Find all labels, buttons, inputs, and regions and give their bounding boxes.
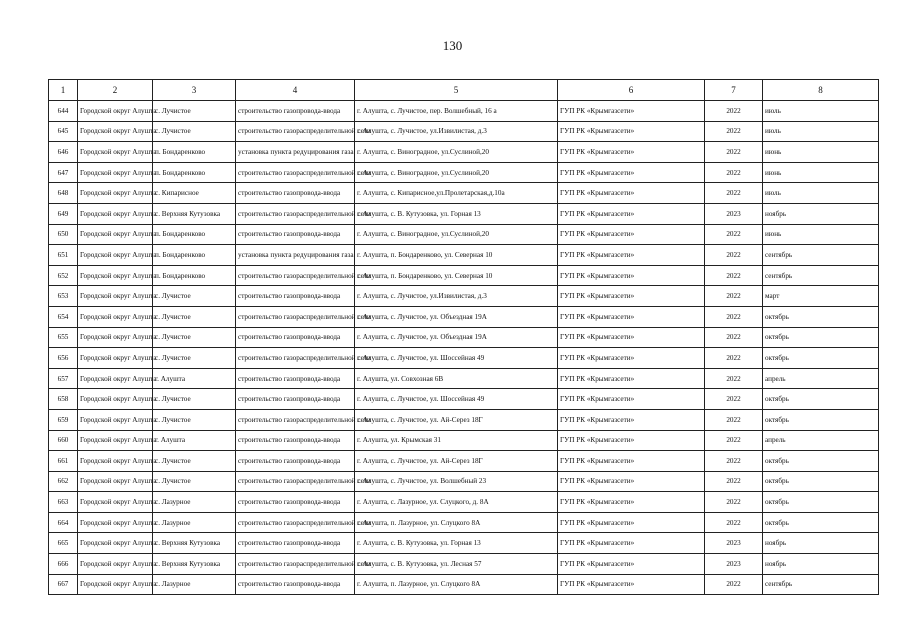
cell-row-number: 651 bbox=[49, 245, 78, 266]
table-row bbox=[49, 471, 879, 492]
cell-year: 2022 bbox=[705, 265, 763, 286]
cell-settlement: с. Лучистое bbox=[153, 389, 236, 410]
column-header-6: 6 bbox=[558, 80, 705, 101]
cell-address: г. Алушта, с. В. Кутузовка, ул. Горная 13 bbox=[355, 203, 558, 224]
cell-row-number: 647 bbox=[49, 162, 78, 183]
cell-month: октябрь bbox=[763, 451, 879, 472]
cell-row-number: 650 bbox=[49, 224, 78, 245]
cell-row-number: 645 bbox=[49, 121, 78, 142]
cell-organization: ГУП РК «Крымгазсети» bbox=[558, 101, 705, 122]
table-row bbox=[49, 430, 879, 451]
table-row bbox=[49, 183, 879, 204]
cell-address: г. Алушта, с. Виноградное, ул.Суслиной,20 bbox=[355, 162, 558, 183]
cell-month: сентябрь bbox=[763, 574, 879, 595]
cell-row-number: 661 bbox=[49, 451, 78, 472]
table-row bbox=[49, 245, 879, 266]
cell-organization: ГУП РК «Крымгазсети» bbox=[558, 430, 705, 451]
cell-organization: ГУП РК «Крымгазсети» bbox=[558, 224, 705, 245]
cell-organization: ГУП РК «Крымгазсети» bbox=[558, 554, 705, 575]
cell-address: г. Алушта, с. Лучистое, ул. Волшебный 23 bbox=[355, 471, 558, 492]
cell-month: ноябрь bbox=[763, 203, 879, 224]
table-row bbox=[49, 142, 879, 163]
cell-organization: ГУП РК «Крымгазсети» bbox=[558, 451, 705, 472]
table-row bbox=[49, 121, 879, 142]
cell-address: г. Алушта, с. Лучистое, ул.Извилистая, д.3 bbox=[355, 286, 558, 307]
cell-municipality: Городской округ Алушта bbox=[78, 574, 153, 595]
cell-municipality: Городской округ Алушта bbox=[78, 492, 153, 513]
cell-settlement: с. Лучистое bbox=[153, 409, 236, 430]
column-header-7: 7 bbox=[705, 80, 763, 101]
cell-municipality: Городской округ Алушта bbox=[78, 183, 153, 204]
cell-month: октябрь bbox=[763, 471, 879, 492]
cell-month: октябрь bbox=[763, 327, 879, 348]
cell-settlement: с. Лазурное bbox=[153, 574, 236, 595]
cell-month: апрель bbox=[763, 430, 879, 451]
cell-municipality: Городской округ Алушта bbox=[78, 142, 153, 163]
cell-address: г. Алушта, с. Кипарисное,ул.Пролетарская,д.10а bbox=[355, 183, 558, 204]
table-body bbox=[49, 101, 879, 595]
cell-year: 2022 bbox=[705, 183, 763, 204]
cell-settlement: п. Бондаренково bbox=[153, 245, 236, 266]
cell-organization: ГУП РК «Крымгазсети» bbox=[558, 574, 705, 595]
cell-organization: ГУП РК «Крымгазсети» bbox=[558, 409, 705, 430]
cell-settlement: с. Лучистое bbox=[153, 121, 236, 142]
column-header-8: 8 bbox=[763, 80, 879, 101]
cell-municipality: Городской округ Алушта bbox=[78, 554, 153, 575]
table-row bbox=[49, 286, 879, 307]
cell-row-number: 644 bbox=[49, 101, 78, 122]
cell-row-number: 653 bbox=[49, 286, 78, 307]
column-header-3: 3 bbox=[153, 80, 236, 101]
cell-municipality: Городской округ Алушта bbox=[78, 348, 153, 369]
cell-organization: ГУП РК «Крымгазсети» bbox=[558, 471, 705, 492]
table-row bbox=[49, 512, 879, 533]
cell-month: ноябрь bbox=[763, 533, 879, 554]
cell-settlement: с. Верхняя Кутузовка bbox=[153, 533, 236, 554]
table-row bbox=[49, 265, 879, 286]
cell-address: г. Алушта, ул. Совхозная 6В bbox=[355, 368, 558, 389]
cell-settlement: с. Лазурное bbox=[153, 512, 236, 533]
cell-organization: ГУП РК «Крымгазсети» bbox=[558, 348, 705, 369]
cell-year: 2022 bbox=[705, 471, 763, 492]
cell-row-number: 657 bbox=[49, 368, 78, 389]
cell-settlement: с. Лучистое bbox=[153, 471, 236, 492]
cell-work-type: строительство газопровода-ввода bbox=[236, 430, 355, 451]
cell-municipality: Городской округ Алушта bbox=[78, 286, 153, 307]
cell-row-number: 658 bbox=[49, 389, 78, 410]
cell-municipality: Городской округ Алушта bbox=[78, 451, 153, 472]
cell-organization: ГУП РК «Крымгазсети» bbox=[558, 121, 705, 142]
cell-work-type: установка пункта редуцирования газа bbox=[236, 245, 355, 266]
cell-month: октябрь bbox=[763, 306, 879, 327]
cell-year: 2022 bbox=[705, 162, 763, 183]
cell-row-number: 652 bbox=[49, 265, 78, 286]
table-row bbox=[49, 574, 879, 595]
cell-year: 2023 bbox=[705, 554, 763, 575]
cell-organization: ГУП РК «Крымгазсети» bbox=[558, 162, 705, 183]
cell-settlement: с. Лучистое bbox=[153, 327, 236, 348]
cell-row-number: 659 bbox=[49, 409, 78, 430]
table-row bbox=[49, 533, 879, 554]
cell-municipality: Городской округ Алушта bbox=[78, 327, 153, 348]
cell-settlement: с. Лучистое bbox=[153, 348, 236, 369]
cell-month: сентябрь bbox=[763, 265, 879, 286]
cell-work-type: строительство газопровода-ввода bbox=[236, 492, 355, 513]
cell-work-type: строительство газораспределительной сети bbox=[236, 306, 355, 327]
table-row bbox=[49, 162, 879, 183]
cell-year: 2022 bbox=[705, 224, 763, 245]
cell-row-number: 662 bbox=[49, 471, 78, 492]
cell-address: г. Алушта, с. Лучистое, ул. Объездная 19А bbox=[355, 327, 558, 348]
cell-row-number: 654 bbox=[49, 306, 78, 327]
cell-row-number: 660 bbox=[49, 430, 78, 451]
cell-work-type: строительство газораспределительной сети bbox=[236, 162, 355, 183]
column-header-5: 5 bbox=[355, 80, 558, 101]
table-row bbox=[49, 327, 879, 348]
cell-year: 2022 bbox=[705, 121, 763, 142]
cell-month: июль bbox=[763, 121, 879, 142]
cell-address: г. Алушта, с. Лучистое, ул. Объездная 19А bbox=[355, 306, 558, 327]
cell-row-number: 663 bbox=[49, 492, 78, 513]
cell-municipality: Городской округ Алушта bbox=[78, 533, 153, 554]
cell-municipality: Городской округ Алушта bbox=[78, 101, 153, 122]
cell-organization: ГУП РК «Крымгазсети» bbox=[558, 265, 705, 286]
cell-organization: ГУП РК «Крымгазсети» bbox=[558, 533, 705, 554]
cell-row-number: 655 bbox=[49, 327, 78, 348]
column-header-4: 4 bbox=[236, 80, 355, 101]
cell-settlement: с. Верхняя Кутузовка bbox=[153, 554, 236, 575]
cell-work-type: строительство газопровода-ввода bbox=[236, 183, 355, 204]
cell-municipality: Городской округ Алушта bbox=[78, 224, 153, 245]
cell-month: март bbox=[763, 286, 879, 307]
cell-work-type: строительство газопровода-ввода bbox=[236, 224, 355, 245]
cell-year: 2022 bbox=[705, 409, 763, 430]
cell-municipality: Городской округ Алушта bbox=[78, 265, 153, 286]
cell-row-number: 648 bbox=[49, 183, 78, 204]
cell-address: г. Алушта, с. В. Кутузовка, ул. Горная 13 bbox=[355, 533, 558, 554]
table-row bbox=[49, 203, 879, 224]
cell-address: г. Алушта, п. Бондаренково, ул. Северная 10 bbox=[355, 265, 558, 286]
cell-year: 2022 bbox=[705, 101, 763, 122]
cell-month: октябрь bbox=[763, 409, 879, 430]
header-row bbox=[49, 80, 879, 101]
cell-row-number: 667 bbox=[49, 574, 78, 595]
cell-work-type: строительство газопровода-ввода bbox=[236, 286, 355, 307]
cell-municipality: Городской округ Алушта bbox=[78, 512, 153, 533]
cell-month: июль bbox=[763, 101, 879, 122]
cell-settlement: п. Бондаренково bbox=[153, 142, 236, 163]
cell-settlement: г. Алушта bbox=[153, 368, 236, 389]
cell-address: г. Алушта, с. В. Кутузовка, ул. Лесная 57 bbox=[355, 554, 558, 575]
cell-month: апрель bbox=[763, 368, 879, 389]
cell-year: 2022 bbox=[705, 430, 763, 451]
cell-organization: ГУП РК «Крымгазсети» bbox=[558, 306, 705, 327]
cell-work-type: строительство газопровода-ввода bbox=[236, 451, 355, 472]
table-header bbox=[49, 80, 879, 101]
cell-address: г. Алушта, с. Виноградное, ул.Суслиной,20 bbox=[355, 142, 558, 163]
cell-address: г. Алушта, с. Лучистое, ул. Ай-Серез 18Г bbox=[355, 409, 558, 430]
cell-settlement: с. Кипарисное bbox=[153, 183, 236, 204]
cell-municipality: Городской округ Алушта bbox=[78, 203, 153, 224]
cell-organization: ГУП РК «Крымгазсети» bbox=[558, 286, 705, 307]
cell-work-type: строительство газораспределительной сети bbox=[236, 471, 355, 492]
cell-work-type: строительство газопровода-ввода bbox=[236, 533, 355, 554]
cell-settlement: г. Алушта bbox=[153, 430, 236, 451]
cell-month: октябрь bbox=[763, 512, 879, 533]
cell-year: 2022 bbox=[705, 142, 763, 163]
cell-organization: ГУП РК «Крымгазсети» bbox=[558, 512, 705, 533]
cell-organization: ГУП РК «Крымгазсети» bbox=[558, 183, 705, 204]
cell-year: 2022 bbox=[705, 245, 763, 266]
cell-work-type: строительство газораспределительной сети bbox=[236, 203, 355, 224]
cell-settlement: с. Лучистое bbox=[153, 101, 236, 122]
cell-municipality: Городской округ Алушта bbox=[78, 245, 153, 266]
cell-municipality: Городской округ Алушта bbox=[78, 121, 153, 142]
cell-organization: ГУП РК «Крымгазсети» bbox=[558, 245, 705, 266]
cell-month: июнь bbox=[763, 162, 879, 183]
cell-row-number: 646 bbox=[49, 142, 78, 163]
cell-settlement: п. Бондаренково bbox=[153, 224, 236, 245]
cell-address: г. Алушта, с. Лучистое, ул.Извилистая, д.3 bbox=[355, 121, 558, 142]
cell-year: 2022 bbox=[705, 286, 763, 307]
cell-municipality: Городской округ Алушта bbox=[78, 471, 153, 492]
cell-row-number: 649 bbox=[49, 203, 78, 224]
cell-year: 2023 bbox=[705, 203, 763, 224]
cell-work-type: строительство газопровода-ввода bbox=[236, 574, 355, 595]
table-row bbox=[49, 409, 879, 430]
cell-address: г. Алушта, с. Лучистое, ул. Ай-Серез 18Г bbox=[355, 451, 558, 472]
table-row bbox=[49, 101, 879, 122]
cell-row-number: 665 bbox=[49, 533, 78, 554]
cell-month: июнь bbox=[763, 224, 879, 245]
column-header-1: 1 bbox=[49, 80, 78, 101]
cell-address: г. Алушта, с. Лучистое, ул. Шоссейная 49 bbox=[355, 389, 558, 410]
cell-settlement: с. Лучистое bbox=[153, 306, 236, 327]
registry-table bbox=[48, 79, 879, 595]
cell-organization: ГУП РК «Крымгазсети» bbox=[558, 203, 705, 224]
cell-organization: ГУП РК «Крымгазсети» bbox=[558, 368, 705, 389]
cell-year: 2022 bbox=[705, 306, 763, 327]
cell-row-number: 664 bbox=[49, 512, 78, 533]
cell-year: 2022 bbox=[705, 368, 763, 389]
cell-work-type: строительство газопровода-ввода bbox=[236, 327, 355, 348]
cell-municipality: Городской округ Алушта bbox=[78, 430, 153, 451]
cell-address: г. Алушта, с. Лучистое, ул. Шоссейная 49 bbox=[355, 348, 558, 369]
cell-work-type: строительство газораспределительной сети bbox=[236, 265, 355, 286]
cell-organization: ГУП РК «Крымгазсети» bbox=[558, 142, 705, 163]
cell-address: г. Алушта, с. Лучистое, пер. Волшебный, 16 а bbox=[355, 101, 558, 122]
cell-month: октябрь bbox=[763, 389, 879, 410]
cell-work-type: строительство газораспределительной сети bbox=[236, 554, 355, 575]
cell-row-number: 656 bbox=[49, 348, 78, 369]
cell-month: ноябрь bbox=[763, 554, 879, 575]
cell-year: 2022 bbox=[705, 348, 763, 369]
cell-work-type: строительство газораспределительной сети bbox=[236, 348, 355, 369]
table-row bbox=[49, 451, 879, 472]
column-header-2: 2 bbox=[78, 80, 153, 101]
cell-organization: ГУП РК «Крымгазсети» bbox=[558, 327, 705, 348]
cell-month: октябрь bbox=[763, 348, 879, 369]
table-row bbox=[49, 348, 879, 369]
cell-municipality: Городской округ Алушта bbox=[78, 368, 153, 389]
table-row bbox=[49, 554, 879, 575]
cell-settlement: с. Верхняя Кутузовка bbox=[153, 203, 236, 224]
cell-work-type: установка пункта редуцирования газа bbox=[236, 142, 355, 163]
cell-year: 2022 bbox=[705, 574, 763, 595]
cell-organization: ГУП РК «Крымгазсети» bbox=[558, 389, 705, 410]
cell-municipality: Городской округ Алушта bbox=[78, 389, 153, 410]
cell-address: г. Алушта, ул. Крымская 31 bbox=[355, 430, 558, 451]
cell-settlement: с. Лучистое bbox=[153, 286, 236, 307]
cell-settlement: п. Бондаренково bbox=[153, 162, 236, 183]
cell-year: 2023 bbox=[705, 533, 763, 554]
cell-municipality: Городской округ Алушта bbox=[78, 162, 153, 183]
cell-municipality: Городской округ Алушта bbox=[78, 306, 153, 327]
cell-municipality: Городской округ Алушта bbox=[78, 409, 153, 430]
cell-year: 2022 bbox=[705, 389, 763, 410]
cell-year: 2022 bbox=[705, 512, 763, 533]
table-row bbox=[49, 368, 879, 389]
table-row bbox=[49, 492, 879, 513]
cell-year: 2022 bbox=[705, 327, 763, 348]
table-row bbox=[49, 389, 879, 410]
cell-month: июнь bbox=[763, 142, 879, 163]
cell-settlement: п. Бондаренково bbox=[153, 265, 236, 286]
cell-year: 2022 bbox=[705, 451, 763, 472]
cell-work-type: строительство газопровода-ввода bbox=[236, 101, 355, 122]
cell-address: г. Алушта, п. Бондаренково, ул. Северная 10 bbox=[355, 245, 558, 266]
table-row bbox=[49, 306, 879, 327]
cell-work-type: строительство газораспределительной сети bbox=[236, 512, 355, 533]
cell-work-type: строительство газопровода-ввода bbox=[236, 368, 355, 389]
cell-work-type: строительство газораспределительной сети bbox=[236, 121, 355, 142]
cell-month: июль bbox=[763, 183, 879, 204]
table-row bbox=[49, 224, 879, 245]
cell-settlement: с. Лазурное bbox=[153, 492, 236, 513]
cell-month: октябрь bbox=[763, 492, 879, 513]
cell-month: сентябрь bbox=[763, 245, 879, 266]
cell-address: г. Алушта, с. Виноградное, ул.Суслиной,20 bbox=[355, 224, 558, 245]
cell-organization: ГУП РК «Крымгазсети» bbox=[558, 492, 705, 513]
cell-settlement: с. Лучистое bbox=[153, 451, 236, 472]
cell-work-type: строительство газопровода-ввода bbox=[236, 389, 355, 410]
cell-work-type: строительство газораспределительной сети bbox=[236, 409, 355, 430]
cell-address: г. Алушта, с. Лазурное, ул. Слуцкого, д. 8А bbox=[355, 492, 558, 513]
cell-year: 2022 bbox=[705, 492, 763, 513]
page-number: 130 bbox=[442, 38, 463, 53]
cell-address: г. Алушта, п. Лазурное, ул. Слуцкого 8А bbox=[355, 574, 558, 595]
cell-address: г. Алушта, п. Лазурное, ул. Слуцкого 8А bbox=[355, 512, 558, 533]
cell-row-number: 666 bbox=[49, 554, 78, 575]
